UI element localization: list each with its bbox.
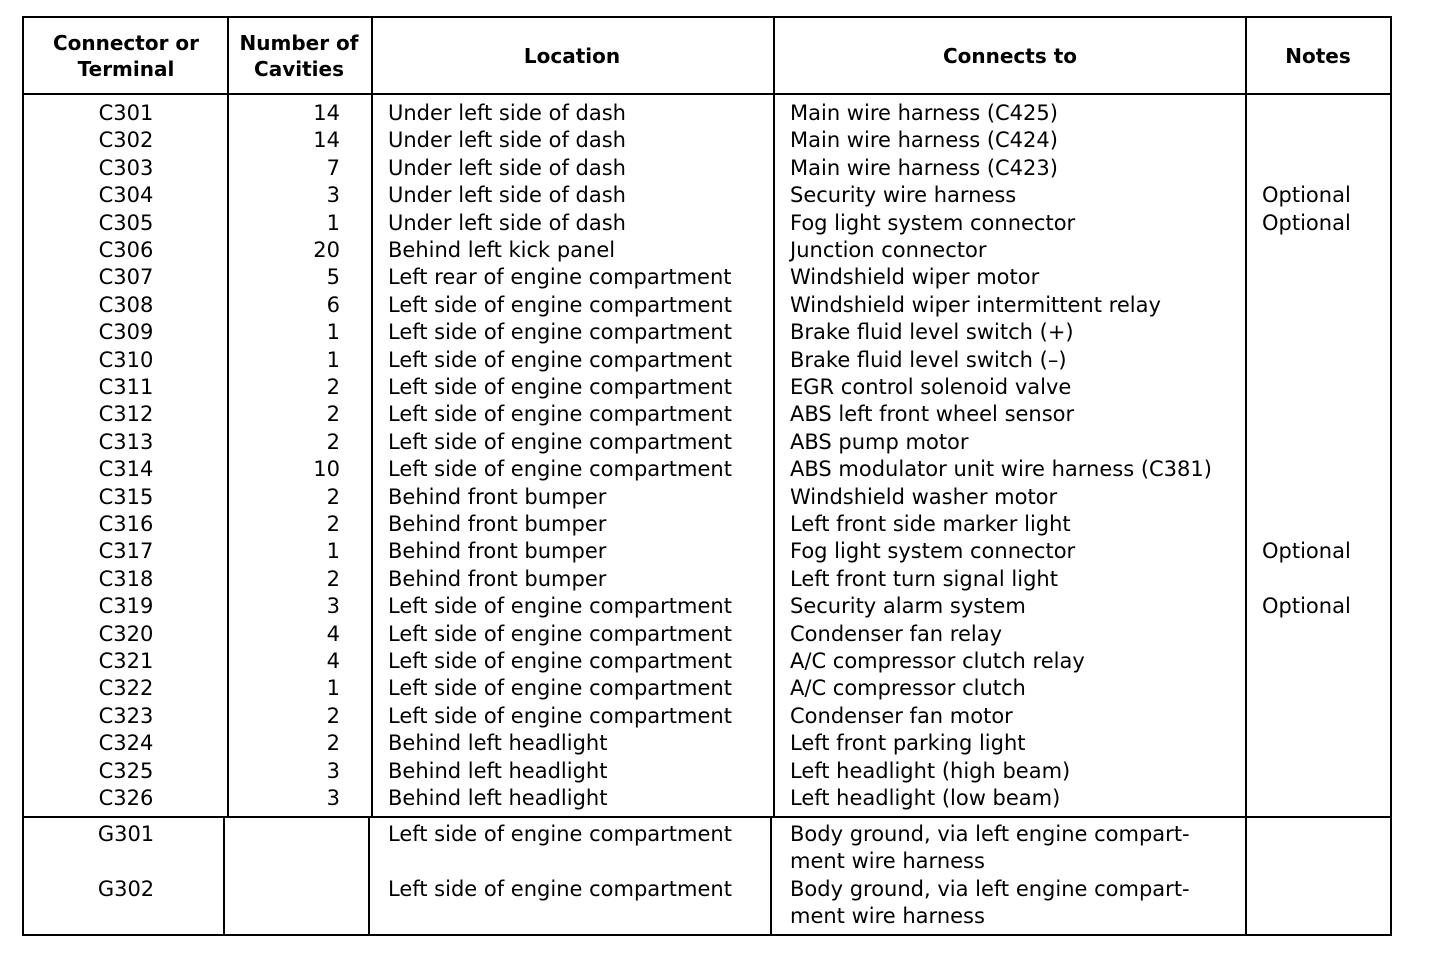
location-cell: Behind front bumper: [388, 512, 607, 536]
cavities-cell: 1: [326, 320, 340, 345]
location-cell: Left side of engine compartment: [388, 457, 732, 482]
connects-to-cell: Brake fluid level switch (+): [790, 320, 1074, 345]
location-cell: Left side of engine compartment: [388, 676, 732, 701]
connects-to-cell: Windshield wiper motor: [790, 265, 1040, 290]
table-row: [24, 785, 1390, 812]
cavities-cell: 4: [326, 621, 340, 646]
location-cell: Left side of engine compartment: [388, 703, 732, 728]
location-cell: Left rear of engine compartment: [388, 265, 732, 290]
cavities-cell: 1: [326, 539, 340, 564]
table-row: [24, 210, 1390, 237]
cavities-cell: 3: [326, 594, 340, 619]
terminal-cell: C302: [98, 128, 154, 153]
terminal-cell: C313: [98, 429, 154, 454]
location-cell: Behind left headlight: [388, 731, 608, 756]
connects-to-cell-continued: ment wire harness: [790, 904, 985, 929]
header-notes: Notes: [1285, 43, 1351, 68]
connects-to-cell: Main wire harness (C424): [790, 128, 1058, 153]
location-cell: Left side of engine compartment: [388, 877, 732, 901]
cavities-cell: 4: [326, 649, 340, 673]
terminal-cell: C321: [98, 649, 154, 673]
cavities-cell: 3: [326, 183, 340, 208]
location-cell: Behind left headlight: [388, 786, 608, 810]
table-row: [24, 347, 1390, 374]
cavities-cell: 14: [313, 101, 340, 125]
cavities-cell: 2: [326, 731, 340, 756]
terminal-cell: G302: [97, 877, 155, 901]
terminal-cell: C323: [98, 703, 154, 728]
location-cell: Behind front bumper: [388, 539, 607, 564]
table-row: [24, 456, 1390, 483]
location-cell: Left side of engine compartment: [388, 347, 732, 372]
terminal-cell: C315: [98, 484, 154, 509]
table-row: [24, 621, 1390, 648]
cavities-cell: 2: [326, 484, 340, 509]
table-row: [24, 703, 1390, 730]
table-row: [24, 538, 1390, 565]
location-cell: Under left side of dash: [388, 155, 626, 180]
header-cavities: Number of Cavities: [239, 30, 359, 81]
connects-to-cell: Left headlight (high beam): [790, 758, 1071, 783]
location-cell: Left side of engine compartment: [388, 649, 732, 673]
cavities-cell: 2: [326, 703, 340, 728]
table-row: [24, 100, 1390, 127]
connects-to-cell: Windshield washer motor: [790, 484, 1058, 509]
terminal-cell: C312: [98, 402, 154, 427]
terminal-cell: C304: [98, 183, 154, 208]
notes-cell: Optional: [1262, 210, 1351, 235]
terminal-cell: C317: [98, 539, 154, 564]
cavities-cell: 1: [326, 676, 340, 701]
cavities-cell: 14: [313, 128, 340, 153]
cavities-cell: 2: [326, 566, 340, 591]
connects-to-cell: ABS pump motor: [790, 429, 969, 454]
location-cell: Left side of engine compartment: [388, 429, 732, 454]
terminal-cell: C306: [98, 238, 154, 262]
location-cell: Left side of engine compartment: [388, 822, 732, 846]
terminal-cell: C307: [98, 265, 154, 290]
terminal-cell: C322: [98, 676, 154, 701]
location-cell: Under left side of dash: [388, 210, 626, 235]
terminal-cell: C311: [98, 375, 154, 399]
table-row: [24, 675, 1390, 702]
cavities-cell: 2: [326, 512, 340, 536]
header-location: Location: [523, 43, 621, 68]
table-row: [24, 401, 1390, 428]
connects-to-cell: Left front side marker light: [790, 512, 1071, 536]
location-cell: Left side of engine compartment: [388, 621, 732, 646]
cavities-cell: 5: [326, 265, 340, 290]
terminal-cell: C314: [98, 457, 154, 482]
connects-to-cell: Security wire harness: [790, 183, 1017, 208]
cavities-cell: 7: [326, 155, 340, 180]
table-row: [24, 292, 1390, 319]
table-row: [24, 264, 1390, 291]
connects-to-cell: EGR control solenoid valve: [790, 375, 1072, 399]
notes-cell: Optional: [1262, 539, 1351, 564]
terminal-cell: C324: [98, 731, 154, 756]
cavities-cell: 10: [313, 457, 340, 482]
cavities-cell: 3: [326, 786, 340, 810]
notes-cell: Optional: [1262, 594, 1351, 619]
table-row: [24, 730, 1390, 757]
terminal-cell: C310: [98, 347, 154, 372]
table-row: [24, 511, 1390, 538]
connects-to-cell: Body ground, via left engine compart-: [790, 877, 1190, 901]
terminal-cell: C326: [98, 786, 154, 810]
terminal-cell: C325: [98, 758, 154, 783]
location-cell: Under left side of dash: [388, 128, 626, 153]
location-cell: Behind front bumper: [388, 566, 607, 591]
cavities-cell: 1: [326, 210, 340, 235]
table-row: [24, 319, 1390, 346]
connects-to-cell: Left front turn signal light: [790, 566, 1058, 591]
cavities-cell: 2: [326, 402, 340, 427]
table-row: [24, 127, 1390, 154]
table-row: [24, 876, 1390, 931]
terminal-cell: C316: [98, 512, 154, 536]
table-row: [24, 155, 1390, 182]
connects-to-cell: Left headlight (low beam): [790, 786, 1061, 810]
location-cell: Behind front bumper: [388, 484, 607, 509]
connects-to-cell: Windshield wiper intermittent relay: [790, 292, 1161, 317]
terminal-cell: G301: [97, 822, 155, 846]
terminal-cell: C308: [98, 292, 154, 317]
location-cell: Left side of engine compartment: [388, 402, 732, 427]
cavities-cell: 1: [326, 347, 340, 372]
connects-to-cell: Body ground, via left engine compart-: [790, 822, 1190, 846]
connects-to-cell: Main wire harness (C423): [790, 155, 1058, 180]
location-cell: Left side of engine compartment: [388, 292, 732, 317]
connects-to-cell: A/C compressor clutch relay: [790, 649, 1085, 673]
connects-to-cell: Condenser fan motor: [790, 703, 1013, 728]
terminal-cell: C305: [98, 210, 154, 235]
location-cell: Behind left kick panel: [388, 238, 616, 262]
connects-to-cell: Junction connector: [790, 238, 987, 262]
connects-to-cell: ABS modulator unit wire harness (C381): [790, 457, 1212, 482]
table-row: [24, 648, 1390, 675]
connects-to-cell: Left front parking light: [790, 731, 1026, 756]
connects-to-cell: Fog light system connector: [790, 210, 1076, 235]
terminal-cell: C309: [98, 320, 154, 345]
connector-table: [22, 16, 1392, 936]
connects-to-cell-continued: ment wire harness: [790, 849, 985, 874]
connects-to-cell: Security alarm system: [790, 594, 1026, 619]
location-cell: Left side of engine compartment: [388, 375, 732, 399]
location-cell: Behind left headlight: [388, 758, 608, 783]
location-cell: Under left side of dash: [388, 183, 626, 208]
table-row: [24, 758, 1390, 785]
cavities-cell: 6: [326, 292, 340, 317]
location-cell: Under left side of dash: [388, 101, 626, 125]
cavities-cell: 20: [313, 238, 340, 262]
table-row: [24, 593, 1390, 620]
table-row: [24, 566, 1390, 593]
connects-to-cell: Main wire harness (C425): [790, 101, 1058, 125]
section-divider: [24, 816, 1390, 818]
location-cell: Left side of engine compartment: [388, 320, 732, 345]
header-terminal: Connector or Terminal: [52, 30, 200, 81]
terminal-cell: C318: [98, 566, 154, 591]
header-connects-to: Connects to: [942, 43, 1078, 68]
cavities-cell: 2: [326, 375, 340, 399]
terminal-cell: C320: [98, 621, 154, 646]
connects-to-cell: ABS left front wheel sensor: [790, 402, 1075, 427]
cavities-cell: 2: [326, 429, 340, 454]
terminal-cell: C319: [98, 594, 154, 619]
table-row: [24, 484, 1390, 511]
table-row: [24, 429, 1390, 456]
connects-to-cell: Brake fluid level switch (–): [790, 347, 1067, 372]
connects-to-cell: Fog light system connector: [790, 539, 1076, 564]
terminal-cell: C303: [98, 155, 154, 180]
table-row: [24, 182, 1390, 209]
table-row: [24, 821, 1390, 876]
cavities-cell: 3: [326, 758, 340, 783]
connects-to-cell: A/C compressor clutch: [790, 676, 1026, 701]
notes-cell: Optional: [1262, 183, 1351, 208]
terminal-cell: C301: [98, 101, 154, 125]
location-cell: Left side of engine compartment: [388, 594, 732, 619]
table-row: [24, 374, 1390, 401]
table-row: [24, 237, 1390, 264]
connects-to-cell: Condenser fan relay: [790, 621, 1003, 646]
